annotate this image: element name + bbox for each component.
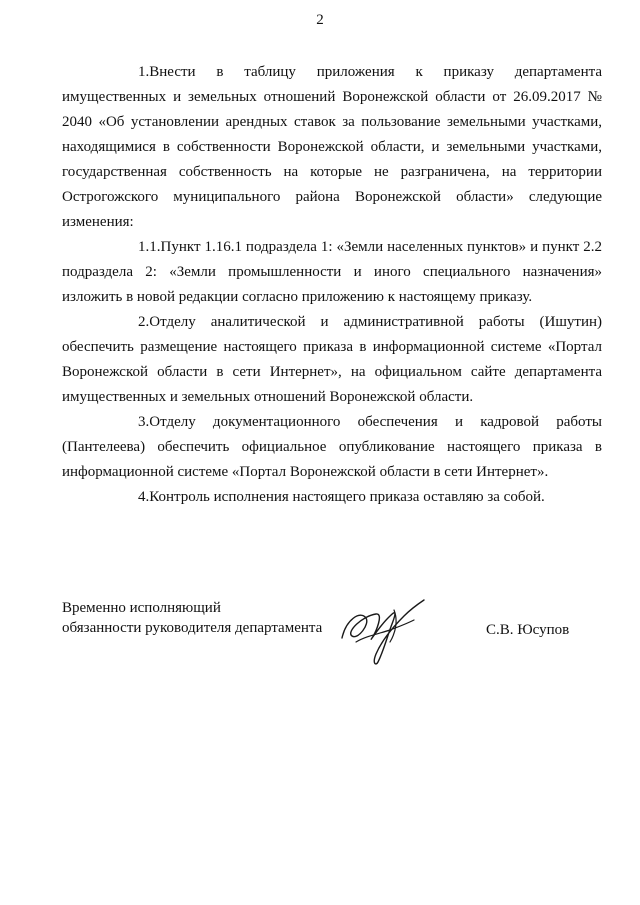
paragraph-text: Внести в таблицу приложения к приказу департамента имущественных и земельных отношений Воронежской области от 26.09.2017 № 2040 «Об установлении арендных ставок за пользование земельными участками, находящимися в собственности Воронежской области, и земельными участками, государственная собственность на которые не разграничена, на территории Острогожского муниципального района Воронежской области» следующие изменения: — [62, 64, 602, 230]
paragraph-3 — [62, 410, 602, 485]
paragraph-1 — [62, 60, 602, 235]
paragraph-number: 2. — [138, 314, 150, 330]
paragraph-text: Отделу аналитической и административной работы (Ишутин) обеспечить размещение настоящего приказа в информационной системе «Портал Воронежской области в сети Интернет», на официальном сайте департамента имущественных и земельных отношений Воронежской области. — [62, 314, 602, 405]
paragraph-number: 4. — [138, 489, 150, 505]
signatory-position-line: обязанности руководителя департамента — [62, 620, 323, 636]
paragraph-text: Пункт 1.16.1 подраздела 1: «Земли населенных пунктов» и пункт 2.2 подраздела 2: «Земли промышленности и иного специального назначения» изложить в новой редакции согласно приложению к настоящему приказу. — [62, 239, 602, 305]
document-body — [62, 60, 602, 510]
page-number: 2 — [316, 12, 324, 28]
paragraph-number: 3. — [138, 414, 150, 430]
paragraph-text: Отделу документационного обеспечения и кадровой работы (Пантелеева) обеспечить официальное опубликование настоящего приказа в информационной системе «Портал Воронежской области в сети Интернет». — [62, 414, 602, 480]
paragraph-text: Контроль исполнения настоящего приказа оставляю за собой. — [149, 489, 545, 505]
paragraph-number: 1.1. — [138, 239, 161, 255]
paragraph-1-1 — [62, 235, 602, 310]
signatory-name: С.В. Юсупов — [486, 622, 570, 638]
paragraph-2 — [62, 310, 602, 410]
handwritten-signature — [332, 580, 432, 670]
signatory-position-line: Временно исполняющий — [62, 600, 221, 616]
signatory-position — [62, 598, 322, 638]
paragraph-4 — [62, 485, 602, 510]
paragraph-number: 1. — [138, 64, 150, 80]
